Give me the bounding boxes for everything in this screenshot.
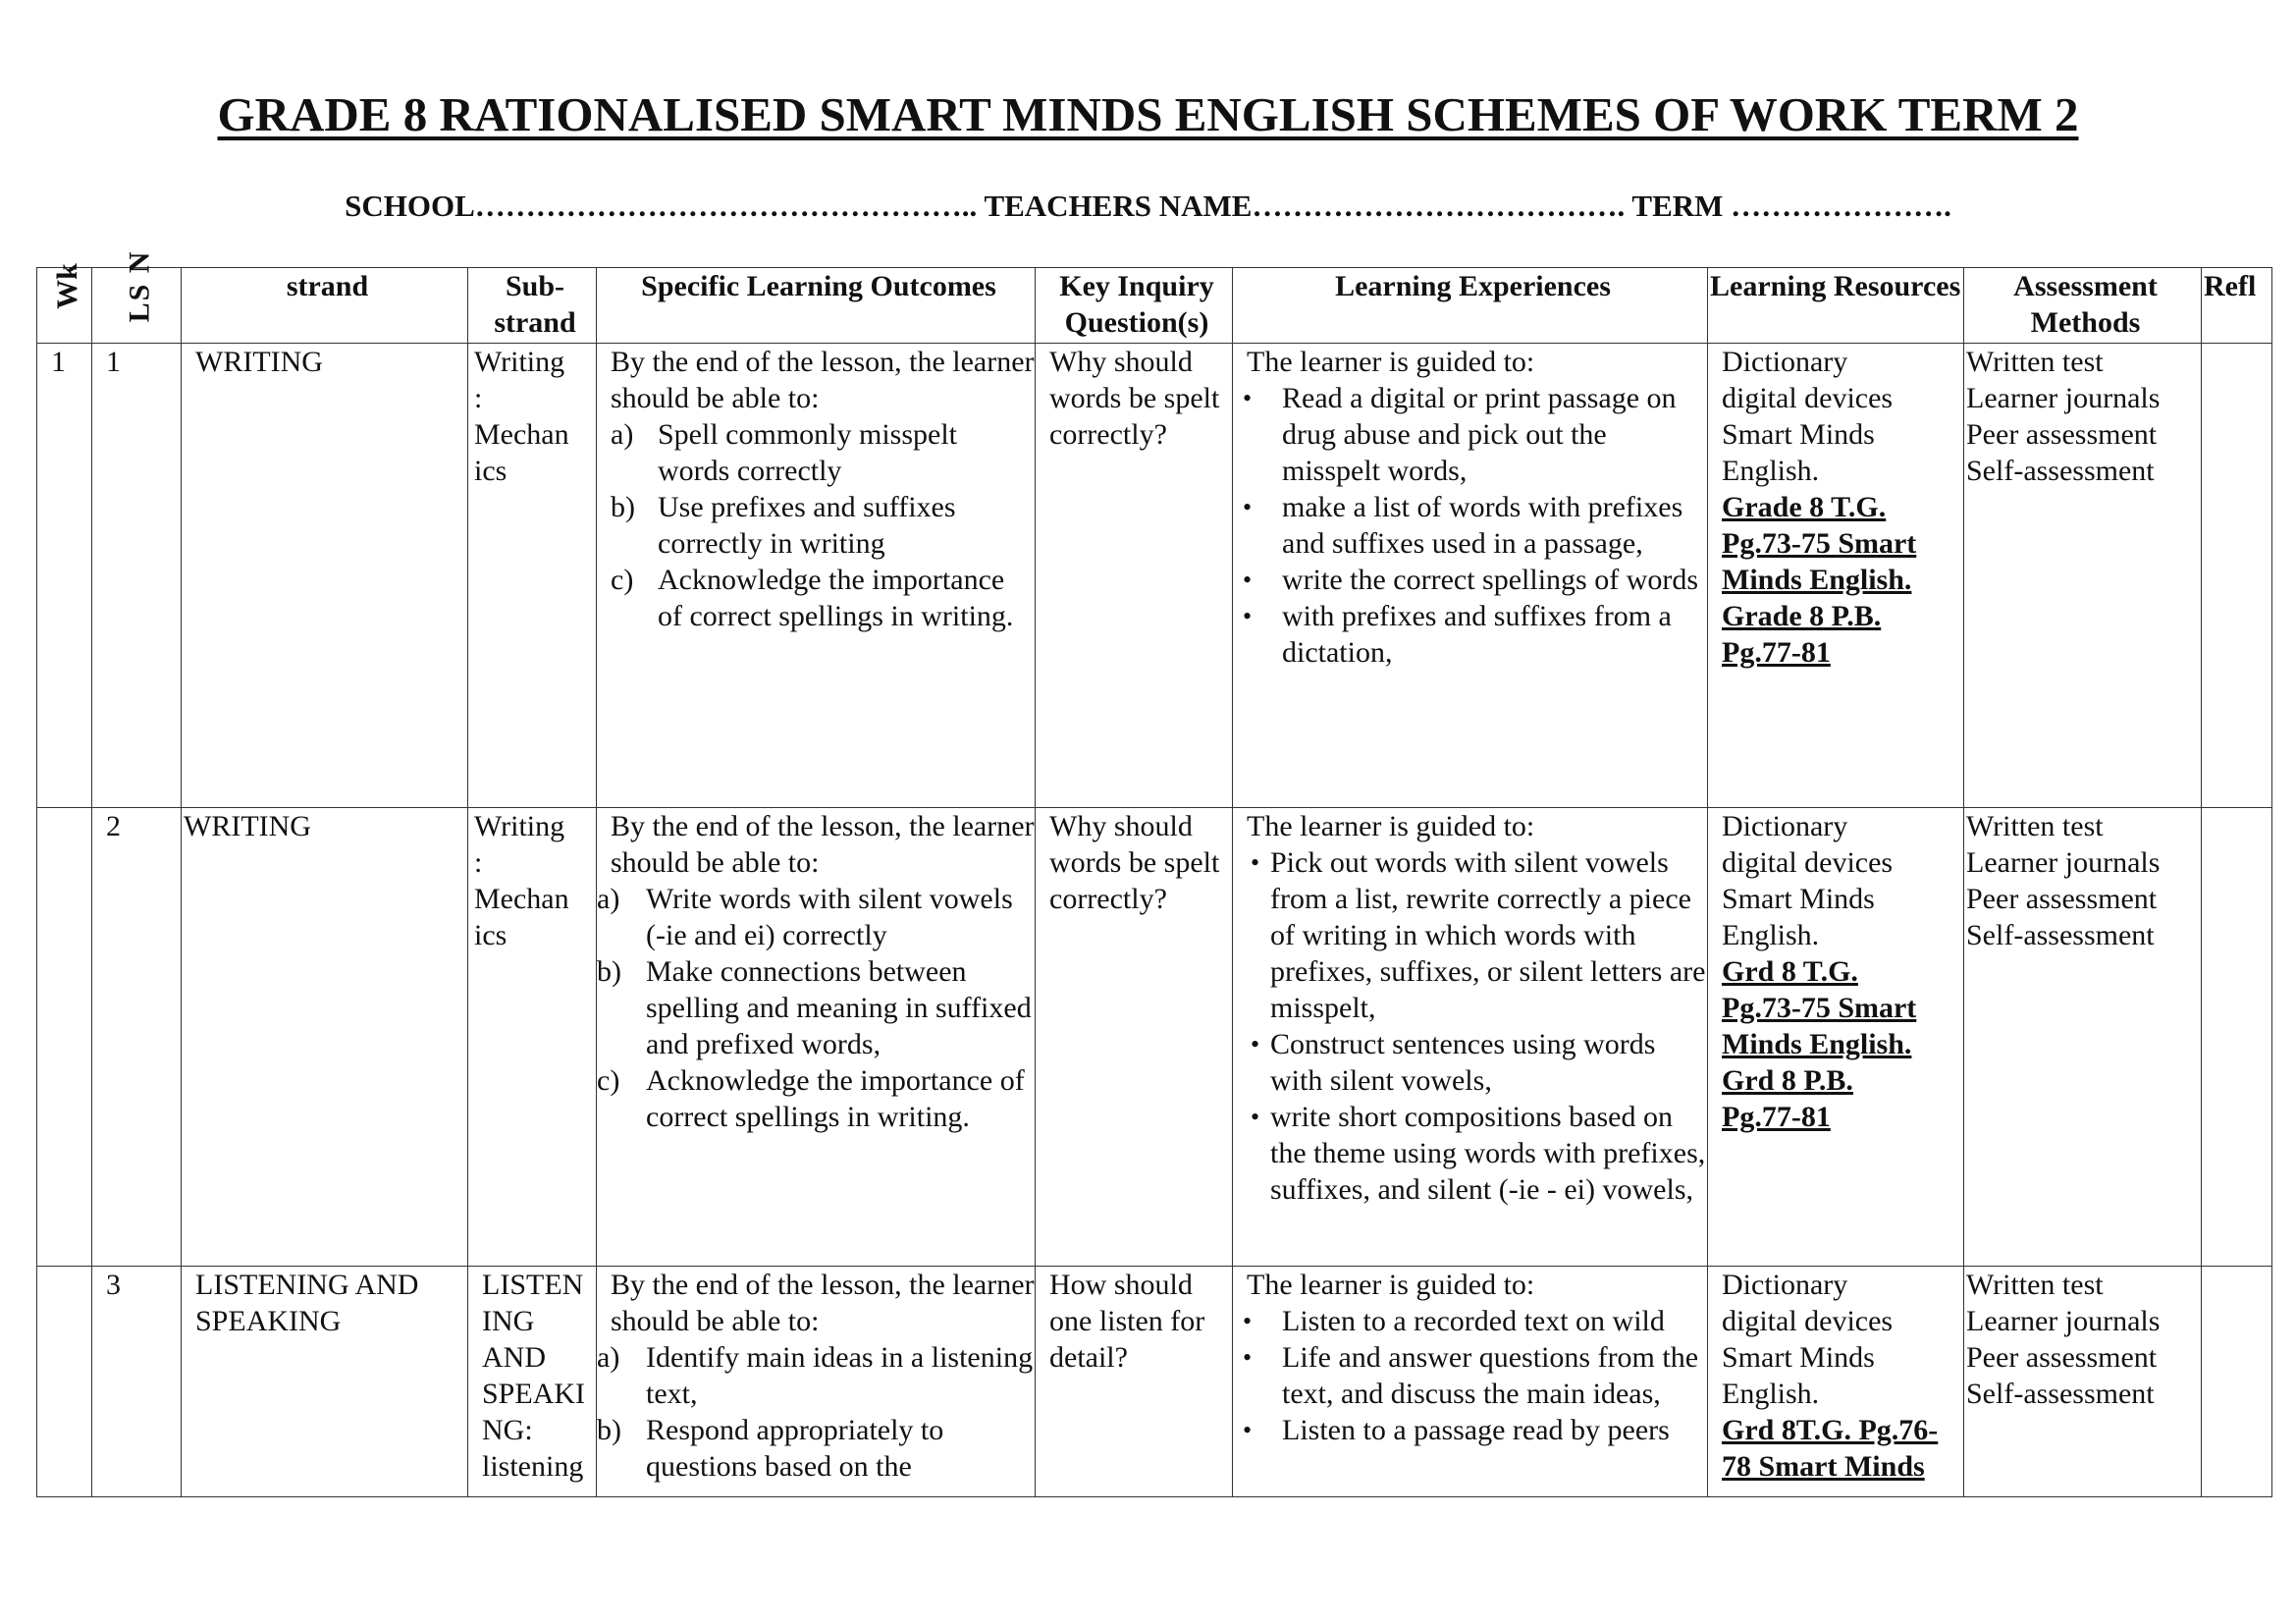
- assessment-item: Peer assessment: [1966, 883, 2158, 915]
- cell-ls: 2: [92, 808, 182, 1267]
- cell-wk: 1: [37, 344, 92, 808]
- sub-strand-line: AND: [482, 1341, 546, 1374]
- table-row: [37, 808, 2272, 1267]
- cell-kiq: Why should words be spelt correctly?: [1036, 344, 1233, 808]
- resource-reference: Grade 8 T.G.: [1722, 491, 1887, 523]
- le-item: • Listen to a recorded text on wild: [1247, 1303, 1707, 1339]
- sub-strand-line: :: [474, 846, 483, 879]
- col-header-refl: Refl: [2202, 268, 2272, 344]
- cell-lr: [1708, 344, 1964, 808]
- assessment-item: Learner journals: [1966, 382, 2161, 414]
- cell-le: [1233, 808, 1708, 1267]
- le-item: • Read a digital or print passage on drug abuse and pick out the misspelt words,: [1247, 380, 1707, 489]
- resource-item: English.: [1722, 919, 1820, 951]
- col-header-lr: Learning Resources: [1708, 268, 1964, 344]
- sub-strand-line: :: [474, 382, 483, 414]
- cell-strand: WRITING: [182, 344, 468, 808]
- cell-kiq: Why should words be spelt correctly?: [1036, 808, 1233, 1267]
- resource-reference: Pg.73-75 Smart: [1722, 992, 1917, 1024]
- le-item: • Construct sentences using words with silent vowels,: [1247, 1026, 1707, 1099]
- col-header-wk: Wk: [37, 268, 92, 344]
- assessment-item: Written test: [1966, 346, 2104, 378]
- le-item: • Listen to a passage read by peers: [1247, 1412, 1707, 1448]
- cell-wk: [37, 1267, 92, 1497]
- assessment-item: Peer assessment: [1966, 418, 2158, 451]
- resource-item: English.: [1722, 455, 1820, 487]
- slo-item: a) Write words with silent vowels (-ie and ei) correctly: [597, 883, 1013, 951]
- sub-strand-line: ING: [482, 1305, 535, 1337]
- le-intro: The learner is guided to:: [1247, 346, 1535, 378]
- cell-refl: [2202, 1267, 2272, 1497]
- resource-reference: Grd 8T.G. Pg.76-: [1722, 1414, 1939, 1446]
- resource-reference: 78 Smart Minds: [1722, 1450, 1925, 1483]
- cell-am: [1964, 344, 2202, 808]
- cell-am: [1964, 808, 2202, 1267]
- cell-slo: [597, 344, 1036, 808]
- sub-strand-line: NG:: [482, 1414, 533, 1446]
- sub-strand-line: Mechan: [474, 418, 569, 451]
- resource-item: Smart Minds: [1722, 418, 1875, 451]
- sub-strand-line: ics: [474, 455, 507, 487]
- col-header-am: Assessment Methods: [1964, 268, 2202, 344]
- cell-sub-strand: [468, 1267, 597, 1497]
- assessment-item: Written test: [1966, 810, 2104, 842]
- cell-sub-strand: [468, 344, 597, 808]
- sub-strand-line: listening: [482, 1450, 584, 1483]
- scheme-of-work-table: [36, 249, 2272, 1497]
- cell-wk: [37, 808, 92, 1267]
- resource-item: English.: [1722, 1378, 1820, 1410]
- slo-item: c) Acknowledge the importance of correct spellings in writing.: [611, 564, 1014, 632]
- cell-kiq: How should one listen for detail?: [1036, 1267, 1233, 1497]
- assessment-item: Written test: [1966, 1269, 2104, 1301]
- le-item: • Life and answer questions from the text, and discuss the main ideas,: [1247, 1339, 1707, 1412]
- slo-item: a) Identify main ideas in a listening text,: [597, 1341, 1034, 1410]
- le-item: • make a list of words with prefixes and suffixes used in a passage,: [1247, 489, 1707, 562]
- col-header-kiq: Key Inquiry Question(s): [1036, 268, 1233, 344]
- resource-reference: Pg.73-75 Smart: [1722, 527, 1917, 560]
- resource-item: Smart Minds: [1722, 1341, 1875, 1374]
- assessment-item: Self-assessment: [1966, 919, 2155, 951]
- resource-item: Dictionary: [1722, 810, 1848, 842]
- resource-item: Dictionary: [1722, 1269, 1848, 1301]
- cell-lr: [1708, 808, 1964, 1267]
- resource-item: digital devices: [1722, 1305, 1894, 1337]
- sub-strand-line: Writing: [474, 810, 565, 842]
- col-header-slo: Specific Learning Outcomes: [597, 268, 1036, 344]
- resource-item: Dictionary: [1722, 346, 1848, 378]
- assessment-item: Self-assessment: [1966, 1378, 2155, 1410]
- assessment-item: Learner journals: [1966, 846, 2161, 879]
- table-header: [37, 249, 2272, 344]
- cell-lr: [1708, 1267, 1964, 1497]
- table-row: [37, 1267, 2272, 1497]
- assessment-item: Peer assessment: [1966, 1341, 2158, 1374]
- slo-intro: By the end of the lesson, the learner should be able to:: [611, 810, 1035, 879]
- cell-sub-strand: [468, 808, 597, 1267]
- sub-strand-line: LISTEN: [482, 1269, 584, 1301]
- cell-le: [1233, 344, 1708, 808]
- cell-refl: [2202, 344, 2272, 808]
- le-item: • Pick out words with silent vowels from a list, rewrite correctly a piece of writing in which words with prefixes, suffixes, or silent letters are misspelt,: [1247, 844, 1707, 1026]
- resource-reference: Minds English.: [1722, 1028, 1912, 1060]
- resource-reference: Grade 8 P.B.: [1722, 600, 1882, 632]
- cell-am: [1964, 1267, 2202, 1497]
- le-item: • with prefixes and suffixes from a dictation,: [1247, 598, 1707, 671]
- cell-slo: [597, 808, 1036, 1267]
- cell-slo: [597, 1267, 1036, 1497]
- le-item: • write the correct spellings of words: [1247, 562, 1707, 598]
- slo-item: a) Spell commonly misspelt words correctly: [611, 418, 957, 487]
- assessment-item: Learner journals: [1966, 1305, 2161, 1337]
- le-intro: The learner is guided to:: [1247, 1269, 1535, 1301]
- slo-item: b) Use prefixes and suffixes correctly in writing: [611, 491, 956, 560]
- sub-strand-line: SPEAKI: [482, 1378, 586, 1410]
- resource-reference: Grd 8 T.G.: [1722, 955, 1858, 988]
- cell-ls: 3: [92, 1267, 182, 1497]
- cell-le: [1233, 1267, 1708, 1497]
- sub-strand-line: ics: [474, 919, 507, 951]
- le-item: • write short compositions based on the theme using words with prefixes, suffixes, and silent (-ie - ei) vowels,: [1247, 1099, 1707, 1208]
- col-header-strand: strand: [182, 268, 468, 344]
- document-title: GRADE 8 RATIONALISED SMART MINDS ENGLISH SCHEMES OF WORK TERM 2: [217, 87, 2079, 141]
- resource-item: digital devices: [1722, 846, 1894, 879]
- cell-refl: [2202, 808, 2272, 1267]
- sub-strand-line: Mechan: [474, 883, 569, 915]
- header-fields: SCHOOL………………………………………….. TEACHERS NAME………………………………. TERM ………………….: [345, 189, 1951, 223]
- slo-item: c) Acknowledge the importance of correct spellings in writing.: [597, 1064, 1025, 1133]
- resource-reference: Grd 8 P.B.: [1722, 1064, 1853, 1097]
- col-header-le: Learning Experiences: [1233, 268, 1708, 344]
- col-header-sub-strand: Sub-strand: [468, 268, 597, 344]
- le-intro: The learner is guided to:: [1247, 810, 1535, 842]
- table-row: [37, 344, 2272, 808]
- cell-strand: LISTENING AND SPEAKING: [182, 1267, 468, 1497]
- assessment-item: Self-assessment: [1966, 455, 2155, 487]
- resource-item: digital devices: [1722, 382, 1894, 414]
- resource-reference: Pg.77-81: [1722, 636, 1831, 669]
- slo-item: b) Make connections between spelling and meaning in suffixed and prefixed words,: [597, 955, 1032, 1060]
- resource-reference: Pg.77-81: [1722, 1101, 1831, 1133]
- slo-item: b) Respond appropriately to questions based on the: [597, 1414, 944, 1483]
- sub-strand-line: Writing: [474, 346, 565, 378]
- cell-strand: WRITING: [182, 808, 468, 1267]
- resource-item: Smart Minds: [1722, 883, 1875, 915]
- slo-intro: By the end of the lesson, the learner should be able to:: [611, 1269, 1035, 1337]
- resource-reference: Minds English.: [1722, 564, 1912, 596]
- col-header-ls: LS N: [92, 268, 182, 344]
- cell-ls: 1: [92, 344, 182, 808]
- slo-intro: By the end of the lesson, the learner should be able to:: [611, 346, 1035, 414]
